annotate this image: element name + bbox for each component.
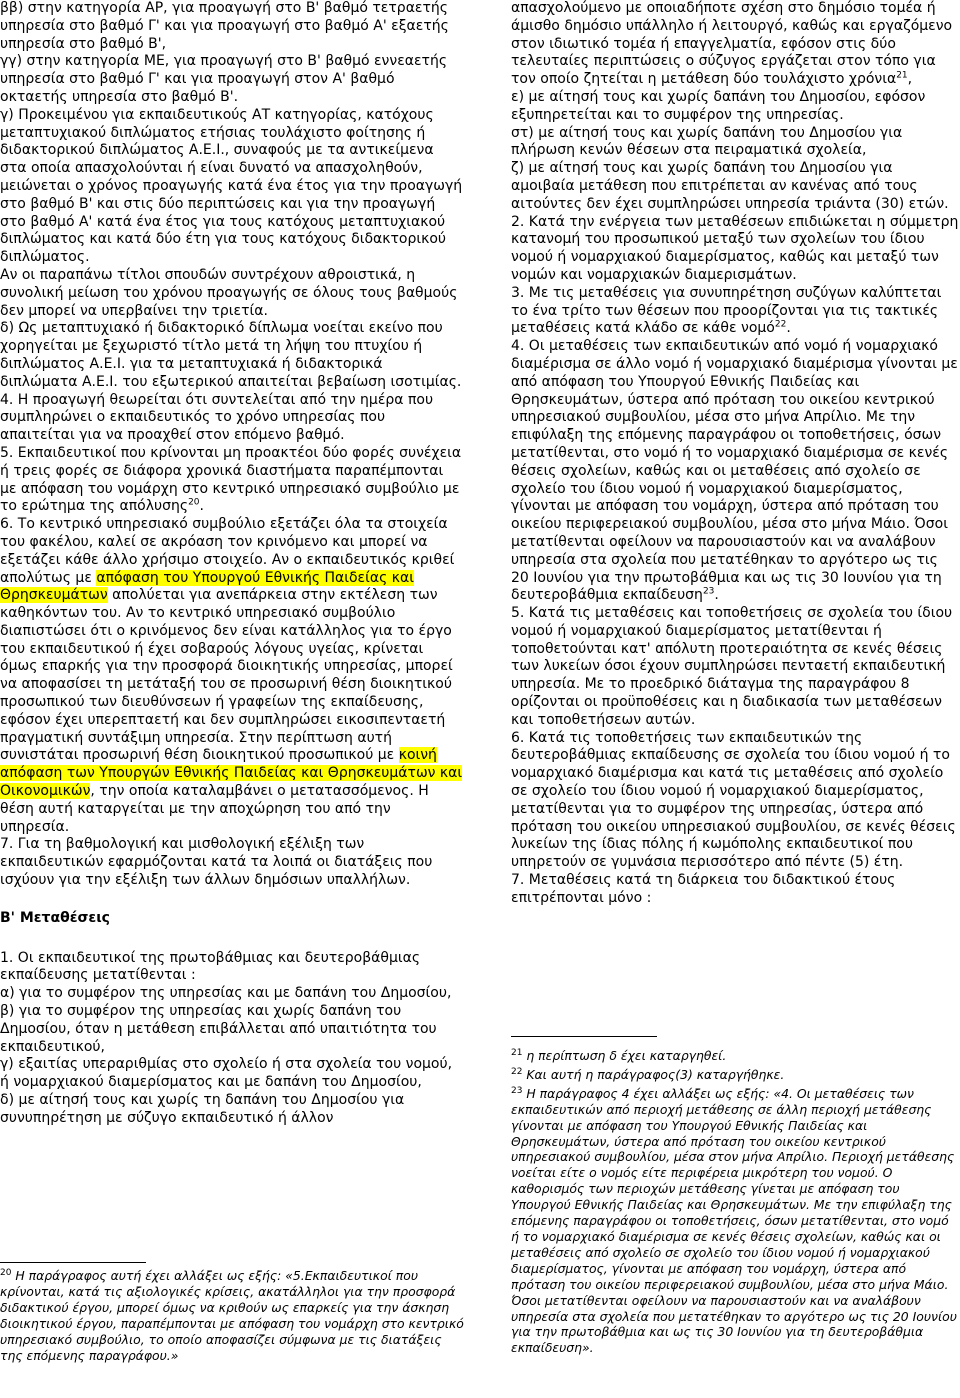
highlighted-text: κοινή απόφαση των Υπουργών Εθνικής Παιδείας και Θρησκευμάτων και Οικονομικών xyxy=(0,747,463,800)
paragraph-text: 5. Εκπαιδευτικοί που κρίνονται μη προακτέοι δύο φορές συνέχεια ή τρεις φορές σε διάφορα χρονικά διαστήματα παραπέμπονται με απόφαση του νομάρχη στο κεντρικό υπηρεσιακό συμβούλιο με το ερώτημα της απόλυσης xyxy=(0,444,462,515)
right-column xyxy=(511,0,960,908)
paragraph: στ) με αίτησή τους και χωρίς δαπάνη του Δημοσίου για πλήρωση κενών θέσεων στα πειραματικά σχολεία, xyxy=(511,124,903,159)
paragraph-text: . xyxy=(199,498,204,515)
paragraph-text: απολύεται για ανεπάρκεια στην εκτέλεση των καθηκόντων του. Αν το κεντρικό υπηρεσιακό συμβούλιο διαπιστώσει ότι ο κρινόμενος δεν είναι κατάλληλος για το έργο του εκπαιδευτικού ή έχει σοβαρούς λόγους υγείας, κρίνεται όμως επαρκής για την προσφορά διοικητικής υπηρεσίας, μπορεί να αποφασίσει τη μετάταξή του σε προσωρινή θέση διοικητικού προσωπικού των διευθύνσεων ή γραφείων της εκπαίδευσης, εφόσον έχει υπερεπταετή και δεν συμπληρώσει εικοσιπενταετή πραγματική συντάξιμη υπηρεσία. Στην περίπτωση αυτή συνιστάται προσωρινή θέση διοικητικού προσωπικού με xyxy=(0,587,453,764)
paragraph: ζ) με αίτησή τους και χωρίς δαπάνη του Δημοσίου για αμοιβαία μετάθεση που επιτρέπεται αν κανένας από τους αιτούντες δεν έχει συμπληρώσει υπηρεσία τριάντα (30) ετών. xyxy=(511,160,949,212)
paragraph: Αν οι παραπάνω τίτλοι σπουδών συντρέχουν αθροιστικά, η συνολική μείωση του χρόνου προαγωγής σε όλους τους βαθμούς δεν μπορεί να υπερβαίνει την τριετία. xyxy=(0,266,458,319)
paragraph: ε) με αίτησή τους και χωρίς δαπάνη του Δημοσίου, εφόσον εξυπηρετείται και το συμφέρον της υπηρεσίας. xyxy=(511,88,926,123)
paragraph xyxy=(511,285,960,338)
footnote-divider xyxy=(0,1262,146,1263)
paragraph-text: 4. Οι μεταθέσεις των εκπαιδευτικών από νομό ή νομαρχιακό διαμέρισμα σε άλλο νομό ή νομαρχιακό διαμέρισμα γίνονται με από απόφαση του Υπουργού Εθνικής Παιδείας και Θρησκευμάτων, ύστερα από πρόταση του οικείου κεντρικού υπηρεσιακού συμβουλίου, μέσα στο μήνα Απρίλιο. Με την επιφύλαξη της επόμενης παραγράφου οι τοποθετήσεις, όσων μετατίθενται, στο νομό ή το νομαρχιακό διαμέρισμα σε κενές θέσεις σχολείων, καθώς και οι μεταθέσεις από σχολείο σε σχολείο του ίδιου νομού ή νομαρχιακού διαμερίσματος, γίνονται με απόφαση του νομάρχη, ύστερα από πρόταση του οικείου περιφερειακού συμβουλίου, μέσα στο μήνα Μάιο. Όσοι μετατίθενται οφείλουν να παρουσιαστούν και να αναλάβουν υπηρεσία στα σχολεία που μετατέθηκαν το αργότερο ως τις 20 Ιουνίου για την πρωτοβάθμια και ως τις 30 Ιουνίου για τη δευτεροβάθμια εκπαίδευση xyxy=(511,338,958,604)
paragraph-text: 3. Με τις μεταθέσεις για συνυπηρέτηση συζύγων καλύπτεται το ένα τρίτο των θέσεων που προορίζονται για τις τακτικές μεταθέσεις κατά κλάδο σε κάθε νομό xyxy=(511,284,942,337)
footnote xyxy=(511,1048,960,1064)
paragraph: 2. Κατά την ενέργεια των μεταθέσεων επιδιώκεται η σύμμετρη κατανομή του προσωπικού μεταξύ των σχολείων του ίδιου νομού ή νομαρχιακού διαμερίσματος, καθώς και μεταξύ των νομών και νομαρχιακών διαμερισμάτων. xyxy=(511,213,959,283)
paragraph-text: 6. Το κεντρικό υπηρεσιακό συμβούλιο εξετάζει όλα τα στοιχεία του φακέλου, καλεί σε ακρόαση τον κρινόμενο και μπορεί να εξετάζει κάθε άλλο χρήσιμο στοιχείο. Αν ο εκπαιδευτικός κριθεί απολύτως με xyxy=(0,516,455,586)
paragraph-text: . xyxy=(714,587,719,604)
paragraph: 1. Οι εκπαιδευτικοί της πρωτοβάθμιας και δευτεροβάθμιας εκπαίδευσης μετατίθενται : xyxy=(0,949,421,984)
footnote-number: 23 xyxy=(511,1085,523,1096)
paragraph: δ) Ως μεταπτυχιακό ή διδακτορικό δίπλωμα νοείται εκείνο που χορηγείται με ξεχωριστό τίτλο μετά τη λήψη του πτυχίου ή διπλώματος Α.Ε.Ι. για τα μεταπτυχιακά ή διδακτορικά διπλώματα Α.Ε.Ι. του εξωτερικού απαιτείται βεβαίωση ισοτιμίας. xyxy=(0,320,462,390)
footnote-number: 21 xyxy=(511,1047,523,1058)
footnote-text: Και αυτή η παράγραφος(3) καταργήθηκε. xyxy=(522,1066,785,1082)
paragraph: γ) Προκειμένου για εκπαιδευτικούς ΑΤ κατηγορίας, κατόχους μεταπτυχιακού διπλώματος ετήσιας τουλάχιστο φοίτησης ή διδακτορικού διπλώματος Α.Ε.Ι., συναφούς με τα αντικείμενα στα οποία απασχολούνται ή είναι δυνατό να απασχοληθούν, μειώνεται ο χρόνος προαγωγής κατά ένα έτος για την προαγωγή στο βαθμό Β' και στις δύο περιπτώσεις και για την προαγωγή στο βαθμό Α' κατά ένα έτος για τους κατόχους μεταπτυχιακού διπλώματος και κατά δύο έτη για τους κατόχους διδακτορικού διπλώματος. xyxy=(0,106,463,266)
footnote-text: Η παράγραφος 4 έχει αλλάξει ως εξής: «4. Οι μεταθέσεις των εκπαιδευτικών από περιοχή μετάθεσης σε άλλη περιοχή μετάθεσης γίνονται με απόφαση του Υπουργού Εθνικής Παιδείας και Θρησκευμάτων, ύστερα από πρόταση του οικείου κεντρικού υπηρεσιακού συμβουλίου, μέσα στον μήνα Απρίλιο. Περιοχή μετάθεσης νοείται είτε ο νομός είτε περιφέρεια μικρότερη του νομού. Ο καθορισμός των περιοχών μετάθεσης γίνεται με απόφαση του Υπουργού Εθνικής Παιδείας και Θρησκευμάτων. Με την επιφύλαξη της επόμενης παραγράφου οι τοποθετήσεις, όσων μετατίθενται, στο νομό ή το νομαρχιακό διαμέρισμα σε κενές θέσεις σχολείων, καθώς και οι μεταθέσεις από σχολείο σε σχολείο του ίδιου νομού ή νομαρχιακού διαμερίσματος, γίνονται με απόφαση του νομάρχη, ύστερα από πρόταση του οικείου περιφερειακού συμβουλίου, μέσα στο μήνα Μάιο. Όσοι μετατίθενται οφείλουν να παρουσιαστούν και να αναλάβουν υπηρεσία στα σχολεία που μετατέθηκαν το αργότερο ως τις 20 Ιουνίου για την πρωτοβάθμια και ως τις 30 Ιουνίου για τη δευτεροβάθμια εκπαίδευση». xyxy=(511,1085,957,1356)
paragraph xyxy=(511,338,960,605)
paragraph-text: απασχολούμενο με οποιαδήποτε σχέση στο δημόσιο τομέα ή άμισθο δημόσιο υπάλληλο ή λειτουργό, καθώς και εργαζόμενο στον ιδιωτικό τομέα ή επαγγελματία, εφόσον στις δύο τελευταίες περιπτώσεις ο σύζυγος εργάζεται στον τόπο για τον οποίο ζητείται η μετάθεση δύο τουλάχιστο χρόνια xyxy=(511,0,953,88)
paragraph-text: , xyxy=(907,71,913,88)
paragraph: 6. Κατά τις τοποθετήσεις των εκπαιδευτικών της δευτεροβάθμιας εκπαίδευσης σε σχολεία του ίδιου νομού ή το νομαρχιακό διαμέρισμα και κατά τις μεταθέσεις από σχολείο σε σχολείο του ίδιου νομού ή νομαρχιακού διαμερίσματος, μετατίθενται για το συμφέρον της υπηρεσίας, ύστερα από πρόταση του οικείου υπηρεσιακού συμβουλίου, σε κενές θέσεις λυκείων της ίδιας πόλης ή κωμόπολης εκπαιδευτικοί που υπηρετούν σε γυμνάσια περισσότερο από πέντε (5) έτη. xyxy=(511,729,956,871)
paragraph: γ) εξαιτίας υπεραριθμίας στο σχολείο ή στα σχολεία του νομού, ή νομαρχιακού διαμερίσματος και με δαπάνη του Δημοσίου, xyxy=(0,1056,453,1091)
footnote-ref[interactable]: 23 xyxy=(702,586,715,597)
footnote xyxy=(0,1268,464,1363)
paragraph: β) για το συμφέρον της υπηρεσίας και χωρίς δαπάνη του Δημοσίου, όταν η μετάθεση επιβάλλεται από υπαιτιότητα του εκπαιδευτικού, xyxy=(0,1003,437,1055)
left-column xyxy=(0,0,464,1128)
footnote xyxy=(511,1086,960,1356)
footnote-ref[interactable]: 22 xyxy=(774,319,787,330)
paragraph-text: . xyxy=(786,320,791,337)
paragraph: δ) με αίτησή τους και χωρίς τη δαπάνη του Δημοσίου για συνυπηρέτηση με σύζυγο εκπαιδευτικό ή άλλον xyxy=(0,1092,405,1126)
paragraph xyxy=(0,445,464,516)
footnote-divider xyxy=(511,1036,657,1037)
footnote-number: 22 xyxy=(511,1066,523,1077)
paragraph-text: , την οποία καταλαμβάνει ο μετατασσόμενος. Η θέση αυτή καταργείται με την αποχώρηση του από την υπηρεσία. xyxy=(0,783,429,835)
footnotes xyxy=(511,1048,960,1356)
footnote-number: 20 xyxy=(0,1267,12,1278)
footnote-text: Η παράγραφος αυτή έχει αλλάξει ως εξής: «5.Εκπαιδευτικοί που κρίνονται, κατά τις αξιολογικές κρίσεις, ακατάλληλοι για την προσφορά διδακτικού έργου, μπορεί όμως να κριθούν ως επαρκείς για την άσκηση διοικητικού έργου, παραπέμπονται με απόφαση του νομάρχη στο κεντρικό υπηρεσιακό συμβούλιο, το οποίο αποφασίζει σύμφωνα με τις διατάξεις της επόμενης παραγράφου.» xyxy=(0,1268,464,1363)
paragraph: 5. Κατά τις μεταθέσεις και τοποθετήσεις σε σχολεία του ίδιου νομού ή νομαρχιακού διαμερίσματος μετατίθενται ή τοποθετούνται κατ' απόλυτη προτεραιότητα σε κενές θέσεις των λυκείων όσοι έχουν συμπληρώσει πενταετή εκπαιδευτική υπηρεσία. Με το προεδρικό διάταγμα της παραγράφου 8 ορίζονται οι προϋποθέσεις και η διαδικασία των μεταθέσεων και τοποθετήσεων αυτών. xyxy=(511,605,953,728)
section-heading: Β' Μεταθέσεις xyxy=(0,909,110,926)
footnote xyxy=(511,1067,960,1083)
footnote-ref[interactable]: 21 xyxy=(896,70,908,81)
footnote-ref[interactable]: 20 xyxy=(188,497,200,508)
highlighted-text: απόφαση του Υπουργού Εθνικής Παιδείας και Θρησκευμάτων xyxy=(0,569,414,604)
paragraph xyxy=(511,0,960,89)
paragraph: 7. Για τη βαθμολογική και μισθολογική εξέλιξη των εκπαιδευτικών εφαρμόζονται κατά τα λοιπά οι διατάξεις που ισχύουν για την εξέλιξη των άλλων δημόσιων υπαλλήλων. xyxy=(0,836,433,889)
paragraph: 4. Η προαγωγή θεωρείται ότι συντελείται από την ημέρα που συμπληρώνει ο εκπαιδευτικός το χρόνο υπηρεσίας που απαιτείται για να προαχθεί στον επόμενο βαθμό. xyxy=(0,391,434,444)
paragraph: ββ) στην κατηγορία ΑΡ, για προαγωγή στο Β' βαθμό τετραετής υπηρεσία στο βαθμό Γ' και για προαγωγή στο βαθμό Α' εξαετής υπηρεσία στο βαθμό Β', xyxy=(0,0,449,52)
paragraph: α) για το συμφέρον της υπηρεσίας και με δαπάνη του Δημοσίου, xyxy=(0,985,452,1002)
paragraph: γγ) στην κατηγορία ΜΕ, για προαγωγή στο Β' βαθμό εννεαετής υπηρεσία στο βαθμό Γ' και για προαγωγή στον Α' βαθμό οκταετής υπηρεσία στο βαθμό Β'. xyxy=(0,53,448,105)
paragraph: 7. Μεταθέσεις κατά τη διάρκεια του διδακτικού έτους επιτρέπονται μόνο : xyxy=(511,872,896,906)
paragraph xyxy=(0,516,464,836)
footnote-text: η περίπτωση δ έχει καταργηθεί. xyxy=(522,1048,727,1063)
